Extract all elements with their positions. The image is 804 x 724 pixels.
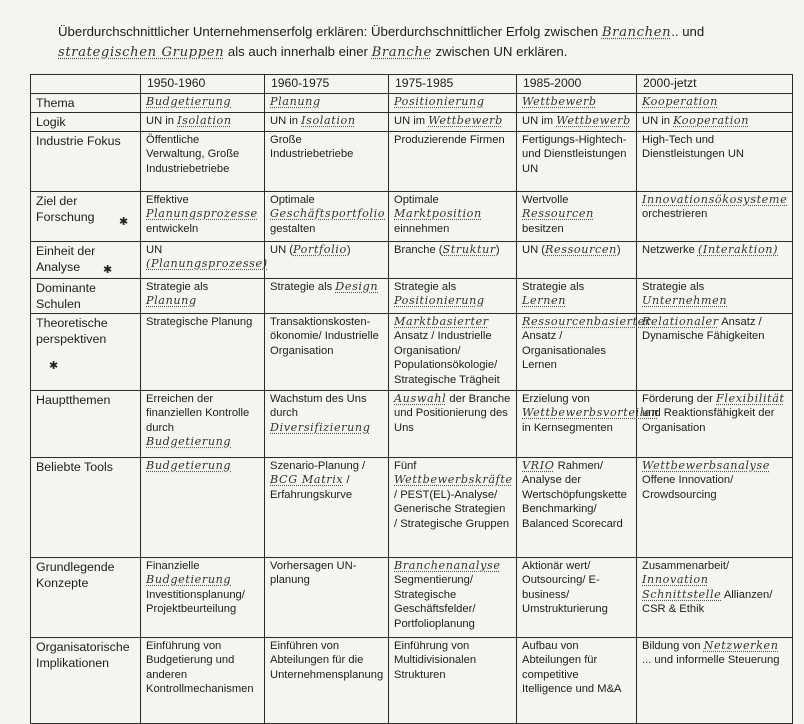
row-header (31, 132, 141, 192)
cell-text: entwickeln (146, 222, 199, 235)
table-cell (517, 558, 637, 638)
handwritten-answer: Branche (371, 45, 432, 60)
row-header (31, 638, 141, 724)
cell-text: Strategische Planung (146, 316, 253, 328)
handwritten-answer: Geschäftsportfolio (270, 207, 386, 221)
row-header (31, 94, 141, 113)
handwritten-answer: Kooperation (673, 114, 750, 127)
handwritten-answer: Innovation Schnittstelle (642, 573, 722, 601)
table-row (31, 279, 793, 314)
table-cell (517, 113, 637, 132)
cell-text: Strategie als (522, 281, 585, 293)
row-header (31, 558, 141, 638)
handwritten-answer: Budgetierung (146, 95, 232, 108)
table-cell (517, 132, 637, 192)
handwritten-answer: Wettbewerbsvorteilen (522, 406, 659, 420)
table-cell (389, 279, 517, 314)
table-cell (141, 242, 268, 279)
row-label: Hauptthemen (36, 393, 111, 407)
table-cell (265, 242, 389, 279)
cell-text: Allianzen/ CSR & Ethik (642, 588, 773, 616)
cell-text: UN ( (522, 244, 545, 256)
table-cell (389, 94, 517, 113)
cell-text: High-Tech und Dienstleistungen UN (642, 134, 744, 161)
table-cell (637, 638, 793, 724)
heading-text-2: .. und (671, 24, 705, 39)
cell-text: Fertigungs-Hightech- und Dienstleistungen UN (522, 134, 627, 175)
table-cell (389, 638, 517, 724)
table-cell (389, 242, 517, 279)
table-cell (517, 458, 637, 558)
handwritten-answer: BCG Matrix (270, 473, 344, 487)
worksheet-heading (58, 22, 788, 62)
row-label: Dominante Schulen (36, 281, 96, 311)
handwritten-answer: Ressourcen (522, 207, 594, 221)
row-label: Theoretische perspektiven (36, 316, 108, 346)
row-header (31, 279, 141, 314)
handwritten-answer: Planung (270, 95, 321, 108)
cell-text: in Kernsegmenten (522, 421, 613, 434)
handwritten-answer: Planung (146, 294, 197, 308)
cell-text: Ansatz / Industrielle Organisation/ Populationsökologie/ Strategische Trägheit (394, 330, 500, 386)
cell-text: Vorhersagen UN-planung (270, 560, 357, 587)
handwritten-answer: Netzwerken (703, 639, 779, 652)
row-header (31, 458, 141, 558)
table-cell (517, 192, 637, 242)
cell-text: Wachstum des Uns durch (270, 393, 367, 420)
table-cell (389, 458, 517, 558)
cell-text: UN ( (270, 244, 293, 256)
handwritten-answer: Isolation (177, 114, 232, 127)
cell-text: und Reaktionsfähigkeit der Organisation (642, 407, 775, 434)
cell-text: Produzierende Firmen (394, 134, 505, 146)
cell-text: Investitionsplanung/ Projektbeurteilung (146, 588, 245, 616)
row-label: Ziel der Forschung (36, 194, 95, 224)
handwritten-answer: Planungsprozesse (146, 207, 258, 221)
handwritten-answer: Ressourcen (545, 243, 617, 256)
table-cell (637, 558, 793, 638)
table-cell (637, 113, 793, 132)
table-cell (517, 279, 637, 314)
cell-text: der Branche und Positionierung des Uns (394, 393, 511, 434)
cell-text: Netzwerke (642, 244, 698, 256)
table-cell (265, 638, 389, 724)
table-cell (141, 558, 265, 638)
row-label: Organisatorische Implikationen (36, 640, 130, 670)
table-cell (517, 638, 637, 724)
row-label: Beliebte Tools (36, 460, 113, 474)
cell-text: Strategie als (270, 281, 336, 293)
cell-text: Förderung der (642, 393, 717, 405)
table-row (31, 242, 793, 279)
table-cell (389, 113, 517, 132)
table-cell (389, 132, 517, 192)
table-cell (517, 391, 659, 458)
table-cell (265, 391, 389, 458)
table-cell (141, 279, 265, 314)
table-cell (637, 242, 793, 279)
table-row (31, 113, 793, 132)
table-cell (265, 94, 389, 113)
table-cell (265, 192, 389, 242)
table-header-row (31, 75, 793, 94)
row-header (31, 391, 141, 458)
handwritten-answer: Portfolio (293, 243, 347, 256)
cell-text: UN in (146, 115, 178, 127)
cell-text: Strategie als (394, 281, 457, 293)
row-label: Thema (36, 96, 75, 110)
cell-text: Einführen von Abteilungen für die Unternehmensplanung (270, 640, 384, 681)
column-header: 2000-jetzt (637, 75, 793, 94)
table-cell (141, 94, 265, 113)
handwritten-answer: Marktbasierter (394, 315, 489, 328)
cell-text: Transaktionskosten-ökonomie/ Industrielle Organisation (270, 316, 379, 357)
cell-text: UN in (270, 115, 302, 127)
handwritten-answer: Design (335, 280, 379, 293)
cell-text: Einführung von Budgetierung und anderen Kontrollmechanismen (146, 640, 254, 696)
handwritten-answer: Lernen (522, 294, 567, 308)
heading-text-3: als auch innerhalb einer (224, 44, 372, 59)
table-cell (141, 458, 265, 558)
cell-text: Bildung von (642, 640, 704, 652)
table-row (31, 638, 793, 724)
cell-text: Rahmen/ Analyse der Wertschöpfungskette Benchmarking/ Balanced Scorecard (522, 460, 627, 530)
star-mark-icon: ✱ (49, 359, 59, 372)
cell-text: Strategie als (642, 281, 705, 293)
table-row (31, 391, 793, 458)
table-row (31, 132, 793, 192)
table-cell (265, 314, 389, 391)
cell-text: / Erfahrungskurve (270, 474, 353, 501)
table-cell (141, 113, 265, 132)
table-cell (141, 314, 265, 391)
table-row (31, 192, 793, 242)
cell-text: Ansatz / Organisationales Lernen (522, 330, 606, 372)
cell-text: einnehmen (394, 222, 450, 235)
table-cell (517, 94, 637, 113)
cell-text: Optimale (394, 194, 439, 206)
cell-text: Finanzielle (146, 560, 200, 572)
heading-text-4: zwischen UN erklären. (431, 44, 568, 59)
handwritten-answer: Positionierung (394, 95, 485, 108)
cell-text: orchestrieren (642, 208, 708, 221)
handwritten-answer: Wettbewerb (522, 95, 597, 108)
handwritten-answer: Marktposition (394, 207, 482, 221)
row-header (31, 242, 141, 279)
cell-text: UN in (642, 115, 674, 127)
cell-text: Offene Innovation/ Crowdsourcing (642, 474, 734, 501)
handwritten-answer: Unternehmen (642, 294, 728, 308)
table-cell (141, 132, 265, 192)
table-cell (265, 132, 389, 192)
handwritten-answer: (Interaktion) (697, 243, 779, 256)
heading-text-1: Überdurchschnittlicher Unternehmenserfolg erklären: Überdurchschnittlicher Erfolg zwischen (58, 24, 602, 39)
table-row (31, 558, 793, 638)
cell-text: Aktionär wert/ Outsourcing/ E-business/ Umstrukturierung (522, 560, 608, 616)
table-cell (141, 638, 265, 724)
row-header (31, 314, 141, 391)
table-cell (265, 458, 389, 558)
table-cell (265, 558, 389, 638)
table-cell (389, 558, 517, 638)
column-header: 1975-1985 (389, 75, 517, 94)
table-cell (517, 314, 651, 391)
handwritten-answer: Struktur (442, 243, 496, 256)
table-cell (637, 94, 793, 113)
handwritten-answer: VRIO (522, 459, 555, 472)
handwritten-answer: Isolation (301, 114, 356, 127)
cell-text: Große Industriebetriebe (270, 134, 354, 161)
table-cell (637, 458, 793, 558)
handwritten-answer: Auswahl (394, 392, 447, 405)
table-row (31, 314, 793, 391)
handwritten-answer: Innovationsökosysteme (642, 193, 788, 206)
table-cell (141, 192, 265, 242)
handwritten-answer: Positionierung (394, 294, 485, 308)
row-label: Grundlegende Konzepte (36, 560, 115, 590)
row-header (31, 113, 141, 132)
table-cell (637, 391, 793, 458)
cell-text: gestalten (270, 222, 316, 235)
handwritten-answer: Branchenanalyse (394, 559, 501, 572)
handwritten-answer: Ressourcenbasierter (522, 315, 651, 328)
handwritten-answer: Kooperation (642, 95, 718, 108)
cell-text: Erreichen der finanziellen Kontrolle durch (146, 393, 250, 434)
handwritten-answer: Budgetierung (146, 459, 232, 472)
table-cell (265, 113, 389, 132)
cell-text: UN im (522, 115, 557, 127)
cell-text: Aufbau von Abteilungen für competitive Itelligence und M&A (522, 640, 622, 696)
table-body (31, 94, 793, 724)
table-cell (265, 279, 389, 314)
cell-text: ) (346, 244, 351, 256)
table-row (31, 94, 793, 113)
cell-text: Zusammenarbeit/ (642, 560, 730, 572)
cell-text: Ansatz / Dynamische Fähigkeiten (642, 316, 765, 343)
cell-text: Erzielung von (522, 393, 590, 405)
column-header: 1950-1960 (141, 75, 265, 94)
star-mark-icon: ✱ (119, 215, 129, 228)
cell-text: ) (495, 244, 500, 256)
table-cell (389, 391, 517, 458)
table-cell (637, 279, 793, 314)
cell-text: Strategie als (146, 281, 209, 293)
handwritten-answer: Budgetierung (146, 435, 232, 449)
table-cell (517, 242, 637, 279)
handwritten-answer: Relationaler (642, 315, 719, 328)
cell-text: Effektive (146, 194, 189, 206)
row-label: Einheit der Analyse (36, 244, 96, 274)
table-cell (637, 314, 793, 391)
cell-text: Szenario-Planung / (270, 460, 366, 472)
cell-text: Fünf (394, 460, 417, 472)
column-header: 1960-1975 (265, 75, 389, 94)
cell-text: Wertvolle (522, 194, 569, 206)
cell-text: UN im (394, 115, 429, 127)
strategy-history-table (30, 74, 793, 724)
handwritten-answer: Wettbewerb (556, 114, 631, 127)
cell-text: Optimale (270, 194, 315, 206)
column-header: 1985-2000 (517, 75, 637, 94)
cell-text: / PEST(EL)-Analyse/ Generische Strategien / Strategische Gruppen (394, 488, 510, 530)
cell-text: ... und informelle Steuerung (642, 654, 780, 667)
table-cell (637, 132, 793, 192)
table-cell (389, 192, 517, 242)
handwritten-answer: Flexibilität (716, 392, 785, 405)
handwritten-answer: Wettbewerbsanalyse (642, 459, 771, 472)
table-cell (637, 192, 793, 242)
handwritten-answer: Diversifizierung (270, 420, 371, 434)
cell-text: Branche ( (394, 244, 443, 256)
handwritten-answer: Wettbewerb (428, 114, 503, 127)
table-cell (141, 391, 265, 458)
cell-text: ) (616, 244, 621, 256)
handwritten-answer: Budgetierung (146, 573, 232, 587)
cell-text: Segmentierung/ Strategische Geschäftsfelder/ Portfolioplanung (394, 574, 476, 630)
row-label: Industrie Fokus (36, 134, 121, 148)
cell-text: besitzen (522, 222, 564, 235)
table-cell (389, 314, 517, 391)
handwritten-answer: strategischen Gruppen (58, 45, 225, 60)
cell-text: UN (146, 244, 163, 256)
handwritten-answer: (Planungsprozesse) (146, 257, 268, 271)
row-label: Logik (36, 115, 66, 129)
table-row (31, 458, 793, 558)
star-mark-icon: ✱ (103, 263, 113, 276)
row-header (31, 192, 141, 242)
cell-text: Einführung von Multidivisionalen Strukturen (394, 640, 477, 681)
handwritten-answer: Branchen (601, 25, 672, 40)
cell-text: Öffentliche Verwaltung, Große Industriebetriebe (146, 134, 240, 175)
corner-cell (31, 75, 141, 94)
handwritten-answer: Wettbewerbskräfte (394, 473, 513, 487)
